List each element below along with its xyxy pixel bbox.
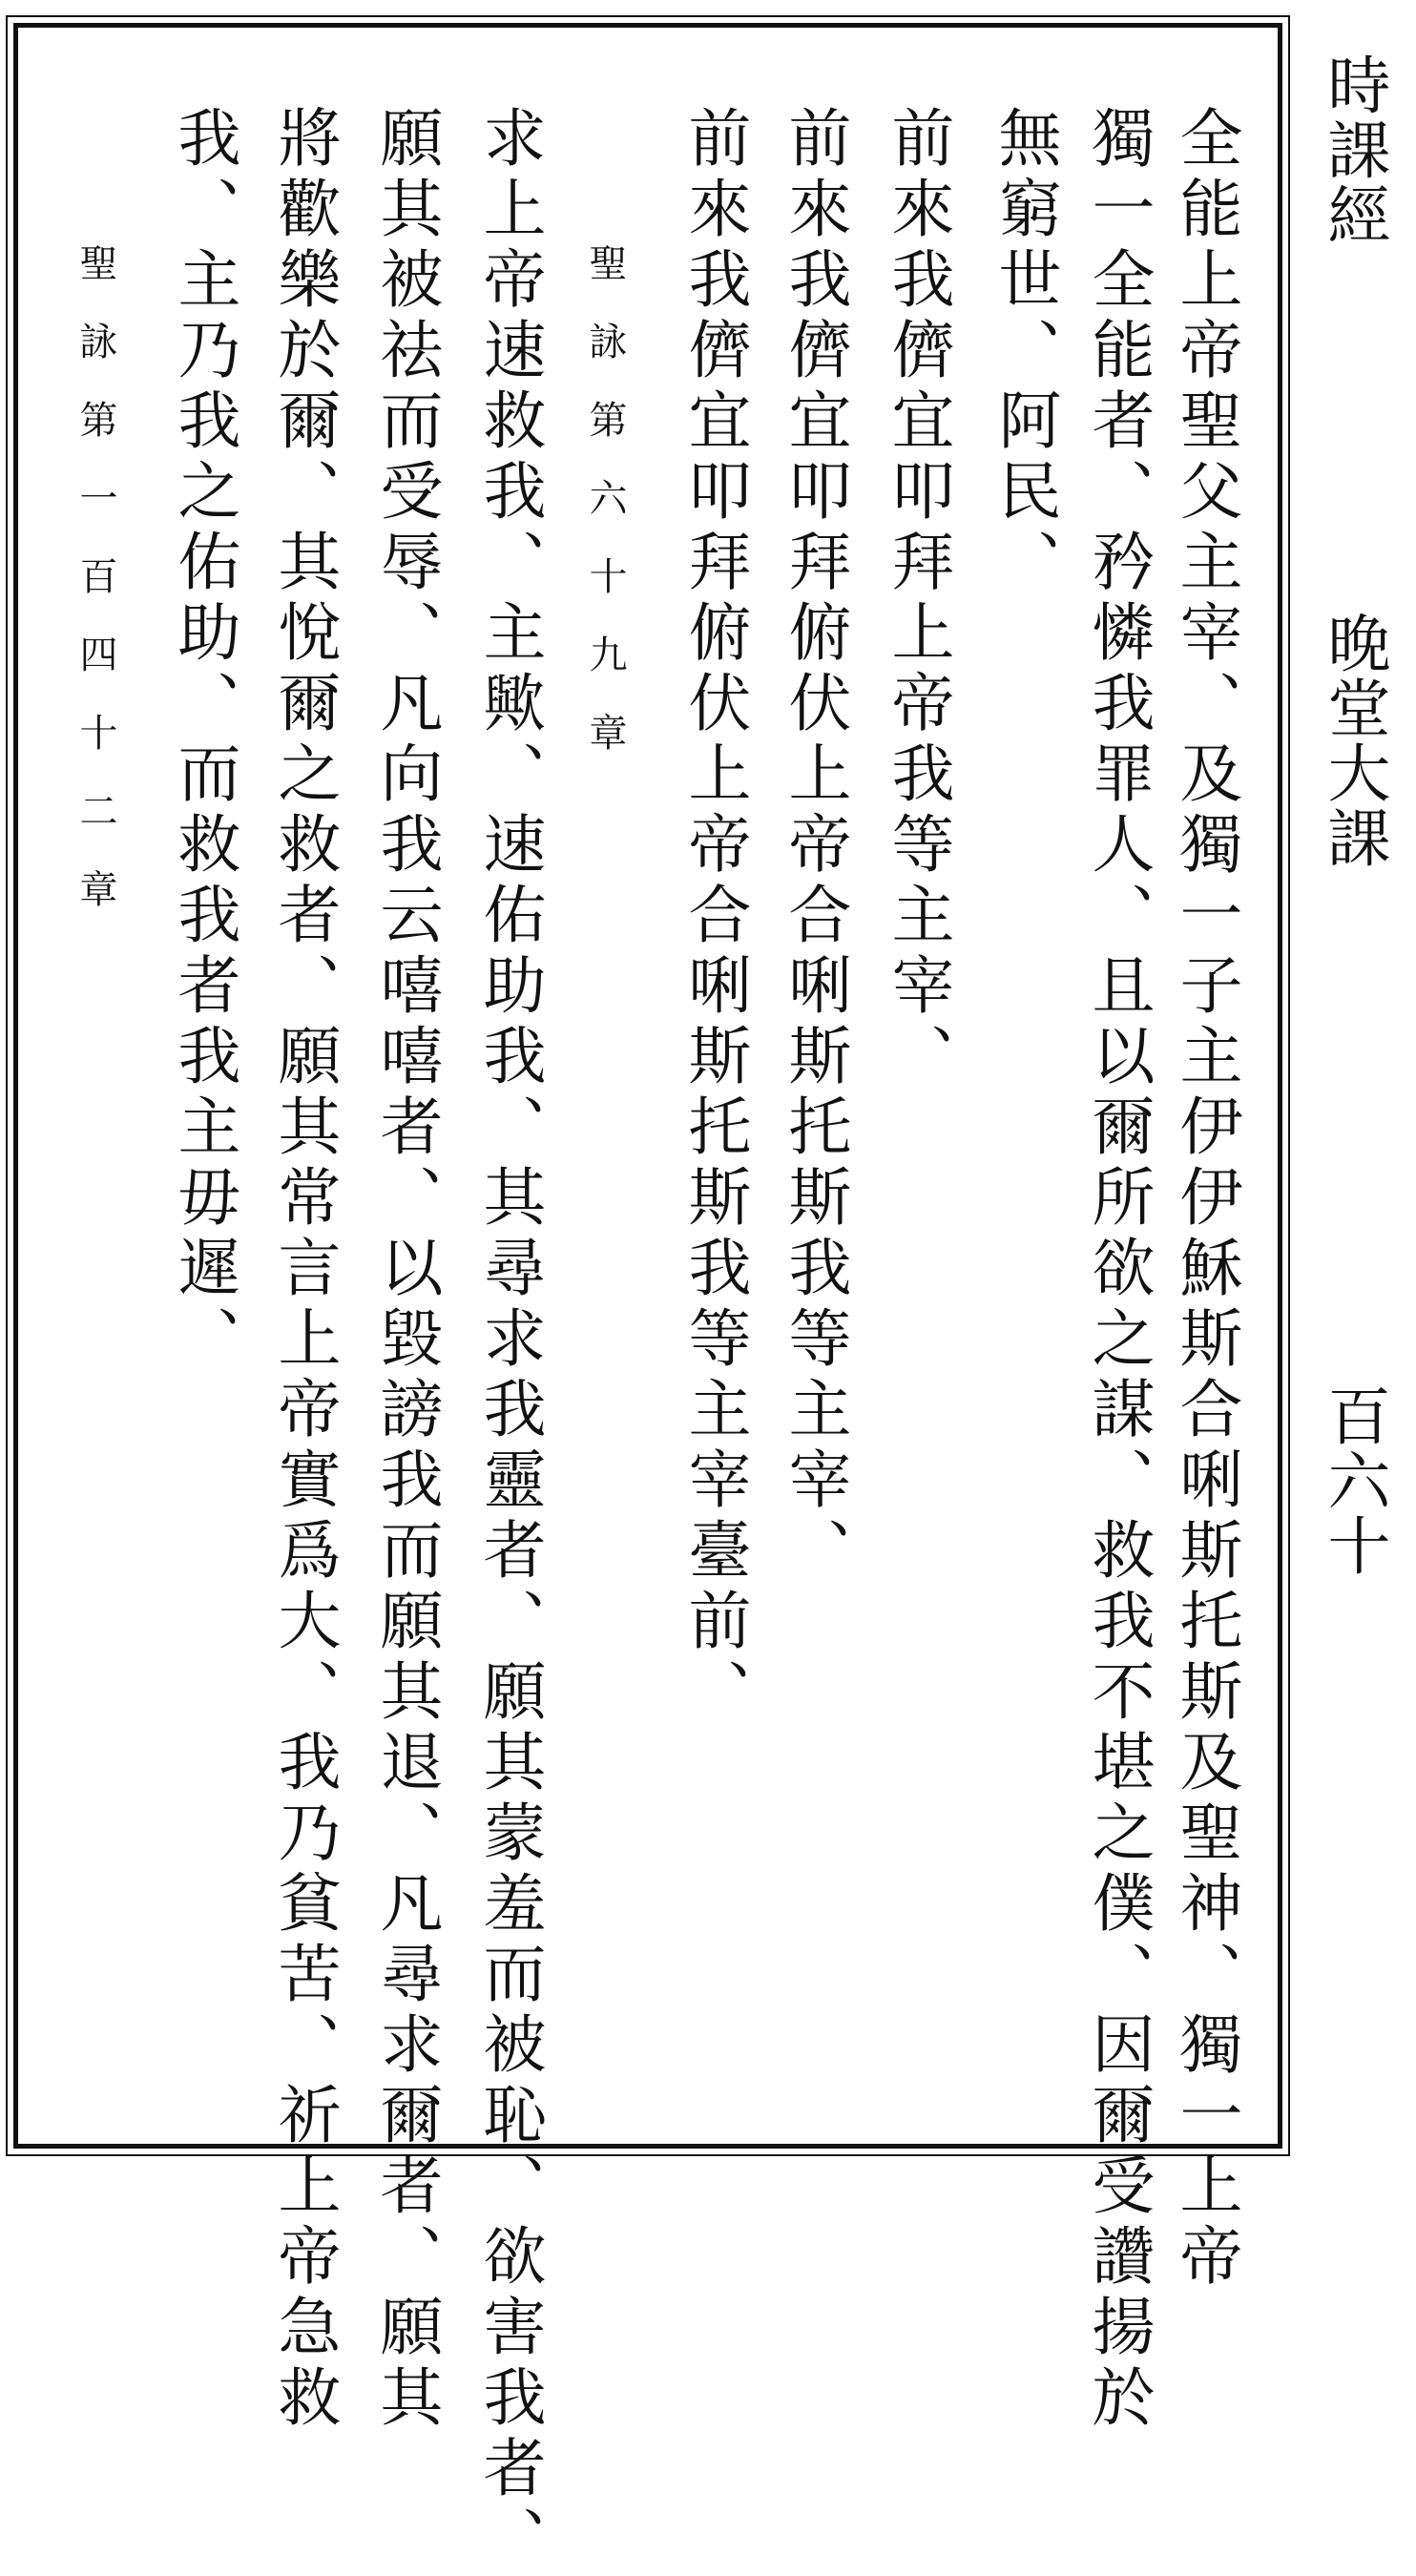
book-title: 時課經	[1317, 52, 1390, 247]
text-column-10: 我、主乃我之佑助、而救我者我主毋遲、	[167, 105, 240, 1376]
section-title: 晚堂大課	[1317, 611, 1390, 870]
text-column-4: 前來我儕宜叩拜上帝我等主宰、	[881, 105, 954, 1093]
text-column-2: 獨一全能者、矜憐我罪人、且以爾所欲之謀、救我不堪之僕、因爾受讚揚於	[1081, 105, 1155, 2435]
chapter-heading-69: 聖詠第六十九章	[583, 243, 627, 791]
text-column-3: 無窮世、阿民、	[988, 105, 1061, 599]
text-column-7: 求上帝速救我、主歟、速佑助我、其尋求我靈者、願其蒙羞而被恥、欲害我者、	[472, 105, 546, 2576]
chapter-heading-142: 聖詠第一百四十二章	[73, 243, 117, 947]
text-column-6: 前來我儕宜叩拜俯伏上帝合唎斯托斯我等主宰臺前、	[677, 105, 751, 1729]
text-column-8: 願其被祛而受辱、凡向我云嘻嘻者、以毀謗我而願其退、凡尋求爾者、願其	[369, 105, 443, 2435]
page-number: 百六十	[1317, 1383, 1390, 1578]
text-column-5: 前來我儕宜叩拜俯伏上帝合唎斯托斯我等主宰、	[778, 105, 851, 1588]
text-column-9: 將歡樂於爾、其悅爾之救者、願其常言上帝實爲大、我乃貧苦、祈上帝急救	[267, 105, 341, 2435]
text-column-1: 全能上帝聖父主宰、及獨一子主伊伊穌斯合唎斯托斯及聖神、獨一上帝	[1169, 105, 1242, 2294]
